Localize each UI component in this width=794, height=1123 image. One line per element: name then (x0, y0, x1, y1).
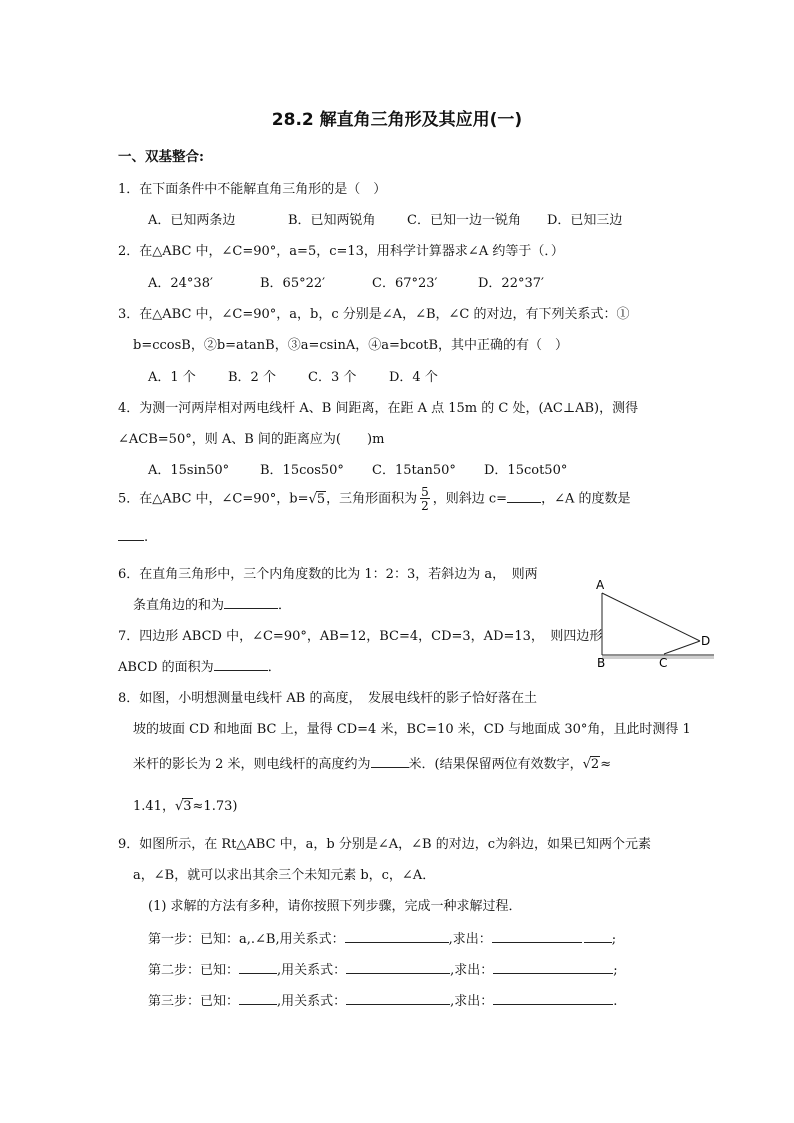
q8-stem-2: 坡的坡面 CD 和地面 BC 上，量得 CD=4 米，BC=10 米，CD 与地面成 30°角，且此时测得 1 (133, 722, 691, 737)
q5-line-2: . (118, 528, 148, 545)
label-a: A (596, 578, 605, 592)
q2-option-d: D．22°37′ (478, 276, 544, 291)
q7-stem-2: ABCD 的面积为 ． (118, 660, 281, 675)
q1-option-b: B．已知两锐角 (288, 213, 376, 228)
fraction-five-halves: $\frac{5}{2}$ (421, 485, 429, 513)
q2-option-c: C．67°23′ (372, 276, 438, 291)
q3-option-a: A．1 个 (148, 370, 196, 385)
label-d: D (701, 634, 711, 648)
q1-option-c: C．已知一边一锐角 (407, 213, 521, 228)
step2-known-blank[interactable] (239, 961, 277, 974)
sqrt-3: √3 (174, 799, 192, 814)
step2-relation-blank[interactable] (346, 961, 450, 974)
q3-option-d: D．4 个 (389, 370, 438, 385)
segment-ad (602, 593, 700, 641)
q8-stem-4: 1.41，√3≈1.73) (133, 799, 238, 814)
q2-option-b: B．65°22′ (260, 276, 326, 291)
section-heading: 一、双基整合: (118, 149, 204, 165)
q9-sub1: (1) 求解的方法有多种，请你按照下列步骤，完成一种求解过程． (148, 899, 522, 914)
q3-stem: 3．在△ABC 中，∠C=90°，a，b，c 分别是∠A，∠B，∠C 的对边，有下列关系式：① (118, 307, 630, 322)
q8-stem-3: 米杆的影长为 2 米，则电线杆的高度约为 米．(结果保留两位有效数字，√2≈ (133, 757, 612, 772)
q2-option-a: A．24°38′ (148, 276, 213, 291)
segment-cd (664, 641, 700, 654)
q6-blank[interactable] (224, 596, 278, 609)
sqrt-5: √5 (308, 491, 326, 507)
geometry-figure (588, 575, 718, 670)
q4-stem: 4．为测一河两岸相对两电线杆 A、B 间距离，在距 A 点 15m 的 C 处，(AC⊥AB)，测得 (118, 401, 639, 416)
q4-option-b: B．15cos50° (260, 463, 344, 478)
step2-result-blank[interactable] (493, 961, 613, 974)
q4-option-a: A．15sin50° (148, 463, 230, 478)
q8-stem: 8．如图，小明想测量电线杆 AB 的高度， 发展电线杆的影子恰好落在土 (118, 691, 537, 706)
label-c: C (659, 656, 668, 670)
label-b: B (597, 656, 606, 670)
q5-text-1: 5．在△ABC 中，∠C=90°，b= (118, 491, 309, 507)
q5-text-2: ，三角形面积为 (326, 491, 418, 507)
step1-relation-blank[interactable] (345, 930, 449, 943)
q5-text-3: ，则斜边 c= (432, 491, 508, 507)
q1-stem: 1．在下面条件中不能解直角三角形的是（ ） (118, 182, 387, 197)
q5-text-4: ，∠A 的度数是 (541, 491, 631, 507)
q3-stem-2: b=ccosB，②b=atanB，③a=csinA，④a=bcotB，其中正确的有（ ） (133, 338, 569, 353)
q4-option-d: D．15cot50° (484, 463, 568, 478)
q4-option-c: C．15tan50° (372, 463, 456, 478)
q5-stem (118, 486, 631, 512)
q1-option-a: A．已知两条边 (148, 213, 236, 228)
q6-stem: 6．在直角三角形中，三个内角度数的比为 1：2：3，若斜边为 a， 则两 (118, 567, 538, 582)
q9-stem: 9．如图所示，在 Rt△ABC 中，a，b 分别是∠A，∠B 的对边，c为斜边，如果已知两个元素 (118, 837, 652, 852)
q6-stem-2: 条直角边的和为 ． (133, 598, 292, 613)
step3-known-blank[interactable] (239, 992, 277, 1005)
q8-blank[interactable] (371, 755, 409, 768)
q9-step-3: 第三步：已知： ,用关系式： ,求出： . (148, 994, 618, 1009)
q9-stem-2: a，∠B，就可以求出其余三个未知元素 b，c，∠A． (133, 868, 436, 883)
step3-relation-blank[interactable] (346, 992, 450, 1005)
q4-stem-2: ∠ACB=50°，则 A、B 间的距离应为( )m (118, 432, 385, 447)
page-title: 28.2 解直角三角形及其应用(一) (271, 110, 523, 130)
step1-result-blank-2[interactable] (584, 930, 612, 943)
q9-step-2: 第二步：已知： ,用关系式： ,求出： ; (148, 963, 618, 978)
q7-stem: 7．四边形 ABCD 中，∠C=90°，AB=12，BC=4，CD=3，AD=13， 则四边形 (118, 629, 603, 644)
q9-step-1: 第一步：已知：a,.∠B,用关系式： ,求出： ; (148, 932, 617, 947)
q1-option-d: D．已知三边 (547, 213, 623, 228)
step1-result-blank[interactable] (492, 930, 582, 943)
q2-stem: 2．在△ABC 中，∠C=90°，a=5，c=13，用科学计算器求∠A 约等于（．） (118, 244, 564, 259)
step3-result-blank[interactable] (493, 992, 613, 1005)
q5-blank-c[interactable] (507, 490, 541, 503)
q7-blank[interactable] (214, 658, 268, 671)
sqrt-2: √2 (582, 757, 600, 772)
q3-option-c: C．3 个 (308, 370, 357, 385)
q3-option-b: B．2 个 (228, 370, 276, 385)
ground-shading (602, 656, 714, 659)
q5-blank-angle[interactable] (118, 528, 144, 541)
